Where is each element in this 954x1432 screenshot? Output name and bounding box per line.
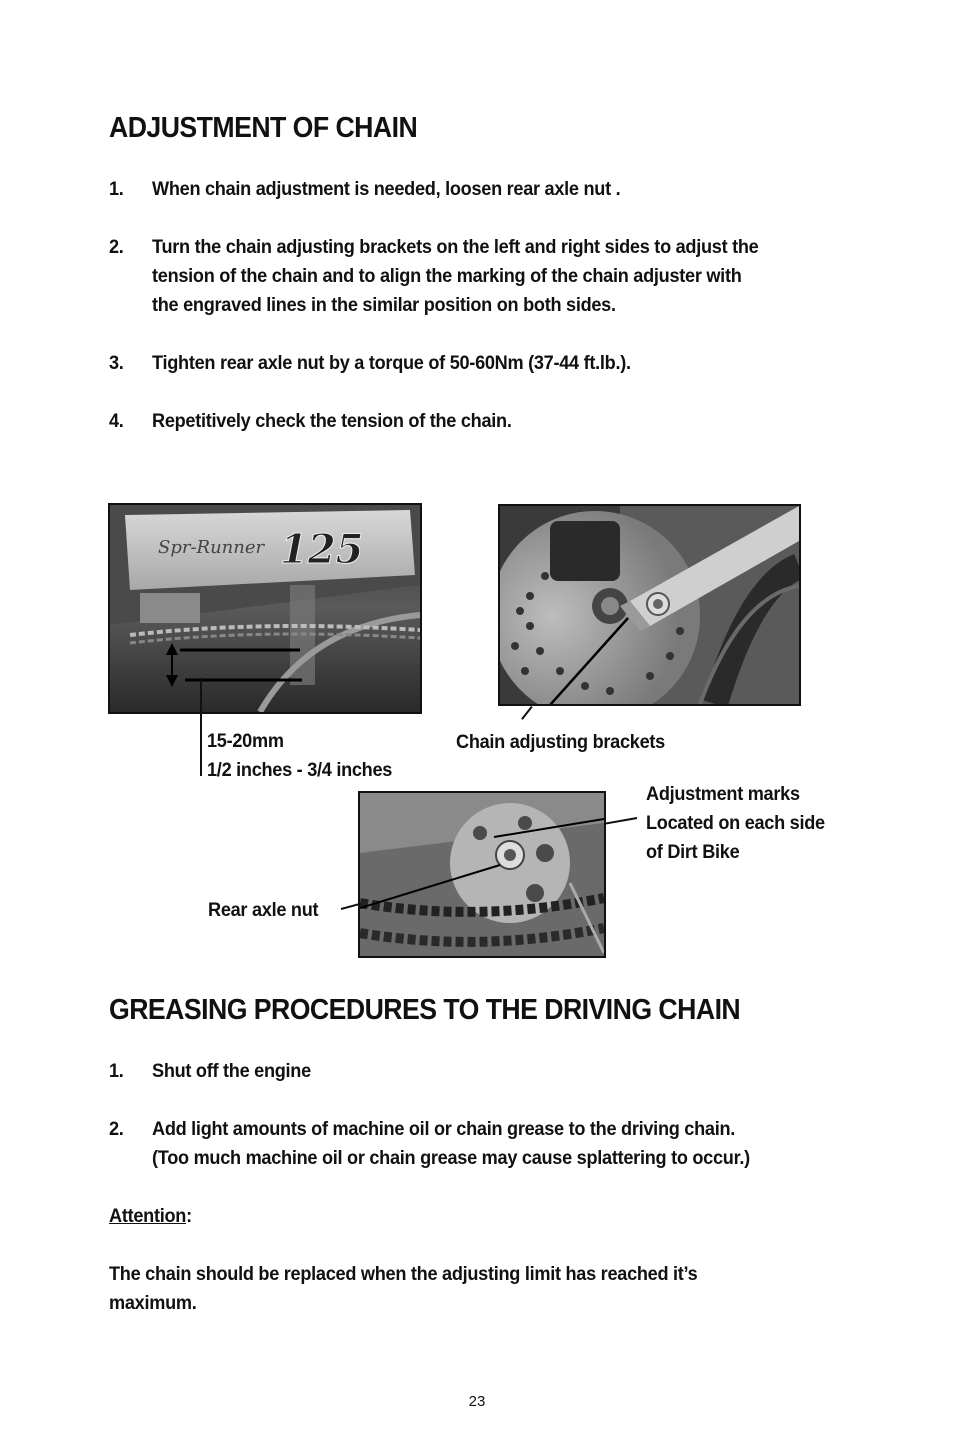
page-number: 23: [468, 1393, 486, 1410]
marks-label-line: Adjustment marks: [646, 783, 800, 805]
note-text-line: The chain should be replaced when the adjusting limit has reached it’s: [109, 1263, 698, 1285]
step-text-line: Shut off the engine: [152, 1060, 311, 1082]
step-number: 2.: [109, 1118, 124, 1140]
step-number: 4.: [109, 410, 124, 432]
chain-brackets-photo: [498, 504, 801, 706]
step-text-line: Add light amounts of machine oil or chain grease to the driving chain.: [152, 1118, 736, 1140]
step-text-line: Repetitively check the tension of the chain.: [152, 410, 512, 432]
brackets-leader-line: [521, 706, 532, 720]
step-text-line: Turn the chain adjusting brackets on the left and right sides to adjust the: [152, 236, 759, 258]
attention-heading: [109, 1202, 192, 1231]
step-text-line: When chain adjustment is needed, loosen rear axle nut .: [152, 178, 621, 200]
marks-label-line: of Dirt Bike: [646, 841, 740, 863]
slack-leader-line: [200, 678, 202, 776]
attention-label: Attention: [109, 1205, 187, 1227]
step-text-line: the engraved lines in the similar position on both sides.: [152, 294, 616, 316]
step-number: 1.: [109, 178, 124, 200]
step-text-line: tension of the chain and to align the marking of the chain adjuster with: [152, 265, 742, 287]
attention-colon: :: [186, 1205, 192, 1227]
adjustment-marks-photo: [358, 791, 606, 958]
step-text-line: (Too much machine oil or chain grease may cause splattering to occur.): [152, 1147, 750, 1169]
brackets-label: Chain adjusting brackets: [456, 731, 665, 753]
slack-label-mm: 15-20mm: [207, 730, 284, 752]
note-text-line: maximum.: [109, 1292, 197, 1314]
step-text-line: Tighten rear axle nut by a torque of 50-60Nm (37-44 ft.lb.).: [152, 352, 631, 374]
axle-nut-label: Rear axle nut: [208, 899, 319, 921]
svg-text:Spr-Runner: Spr-Runner: [158, 537, 265, 558]
step-number: 3.: [109, 352, 124, 374]
slack-label-inches: 1/2 inches - 3/4 inches: [207, 759, 393, 781]
section-title-chain-adjustment: ADJUSTMENT OF CHAIN: [109, 112, 418, 144]
step-number: 1.: [109, 1060, 124, 1082]
step-number: 2.: [109, 236, 124, 258]
section-title-greasing: GREASING PROCEDURES TO THE DRIVING CHAIN: [109, 994, 741, 1026]
marks-leader-line: [605, 817, 637, 825]
chain-slack-photo: [108, 503, 422, 714]
marks-label-line: Located on each side: [646, 812, 825, 834]
model-badge-text: 125: [280, 526, 364, 573]
